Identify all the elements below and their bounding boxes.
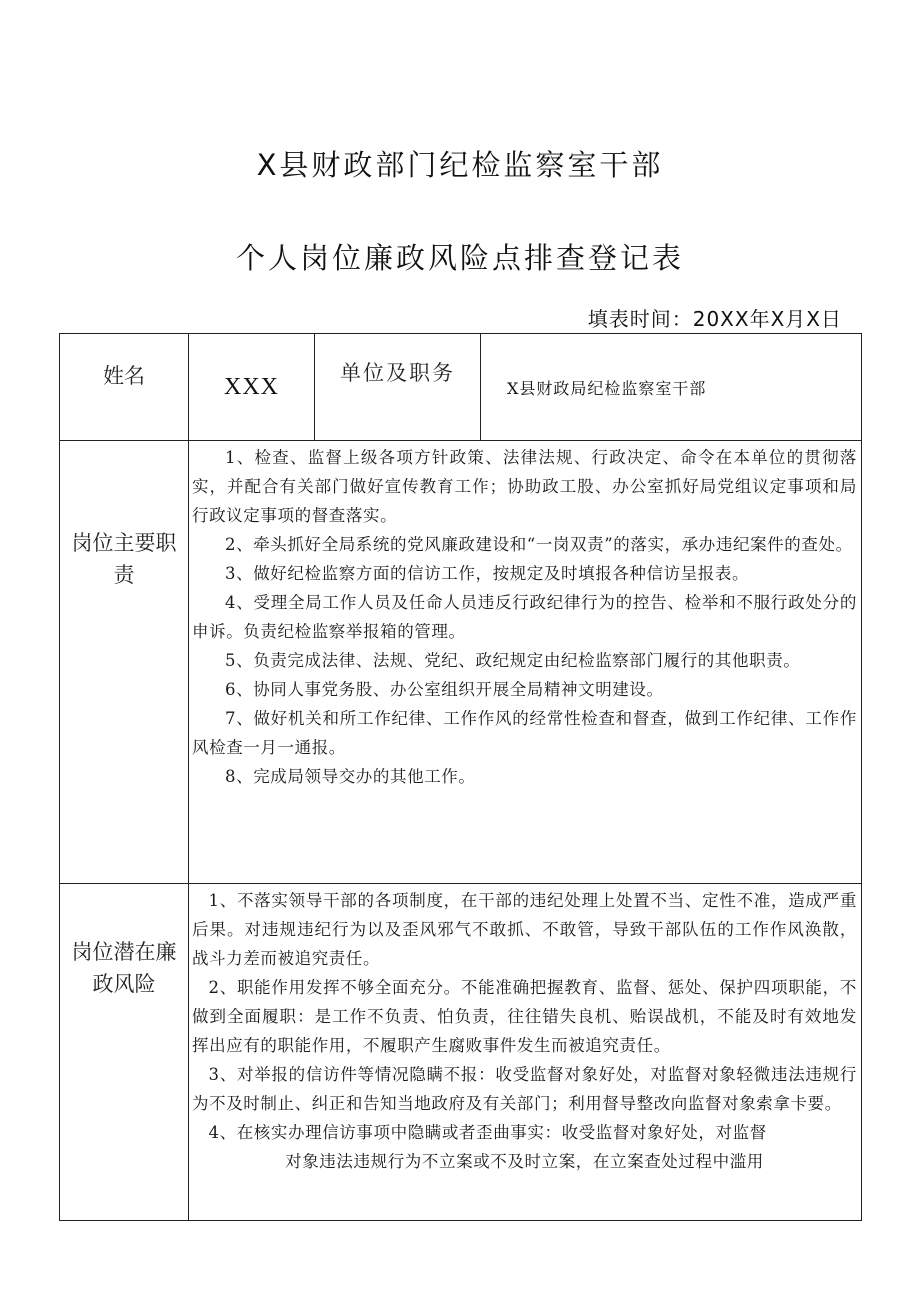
name-value: XXX xyxy=(189,334,315,441)
risk-item: 1、不落实领导干部的各项制度，在干部的违纪处理上处置不当、定性不准，造成严重后果。对违规违纪行为以及歪风邪气不敢抓、不敢管，导致干部队伍的工作作风涣散，战斗力差而被追究责任。 xyxy=(192,891,857,968)
unit-position-value: X县财政局纪检监察室干部 xyxy=(481,334,862,441)
risk-item-continued: 对象违法违规行为不立案或不及时立案，在立案查处过程中滥用 xyxy=(285,1152,764,1171)
fill-date: 填表时间：20XX年X月X日 xyxy=(587,307,842,331)
risk-item: 4、在核实办理信访事项中隐瞒或者歪曲事实：收受监督对象好处，对监督 xyxy=(208,1123,767,1142)
duties-label: 岗位主要职责 xyxy=(60,441,189,884)
duty-item: 8、完成局领导交办的其他工作。 xyxy=(225,767,476,786)
duties-row xyxy=(60,441,862,884)
register-form-table xyxy=(59,333,862,1221)
document-title-line2: 个人岗位廉政风险点排查登记表 xyxy=(235,241,684,275)
risk-item: 3、对举报的信访件等情况隐瞒不报：收受监督对象好处，对监督对象轻微违法违规行为不及时制止、纠正和告知当地政府及有关部门；利用督导整改向监督对象索拿卡要。 xyxy=(192,1065,857,1113)
risks-content xyxy=(189,884,862,1221)
duty-item: 2、牵头抓好全局系统的党风廉政建设和“一岗双责”的落实，承办违纪案件的查处。 xyxy=(225,535,853,554)
unit-position-label: 单位及职务 xyxy=(315,334,481,441)
header-row xyxy=(60,334,862,441)
duty-item: 1、检查、监督上级各项方针政策、法律法规、行政决定、命令在本单位的贯彻落实，并配合有关部门做好宣传教育工作；协助政工股、办公室抓好局党组议定事项和局行政议定事项的督查落实。 xyxy=(192,448,857,525)
duty-item: 6、协同人事党务股、办公室组织开展全局精神文明建设。 xyxy=(225,680,664,699)
duty-item: 3、做好纪检监察方面的信访工作，按规定及时填报各种信访呈报表。 xyxy=(225,564,750,583)
risk-item: 2、职能作用发挥不够全面充分。不能准确把握教育、监督、惩处、保护四项职能，不做到全面履职：是工作不负责、怕负责，往往错失良机、贻误战机，不能及时有效地发挥出应有的职能作用，不履职产生腐败事件发生而被追究责任。 xyxy=(192,978,857,1055)
risks-label: 岗位潜在廉政风险 xyxy=(60,884,189,1221)
name-label: 姓名 xyxy=(60,334,189,441)
duty-item: 4、受理全局工作人员及任命人员违反行政纪律行为的控告、检举和不服行政处分的申诉。负责纪检监察举报箱的管理。 xyxy=(192,593,857,641)
risks-row xyxy=(60,884,862,1221)
duty-item: 7、做好机关和所工作纪律、工作作风的经常性检查和督查，做到工作纪律、工作作风检查一月一通报。 xyxy=(192,709,857,757)
duty-item: 5、负责完成法律、法规、党纪、政纪规定由纪检监察部门履行的其他职责。 xyxy=(225,651,801,670)
document-title-line1: X县财政部门纪检监察室干部 xyxy=(256,148,664,182)
duties-content xyxy=(189,441,862,884)
